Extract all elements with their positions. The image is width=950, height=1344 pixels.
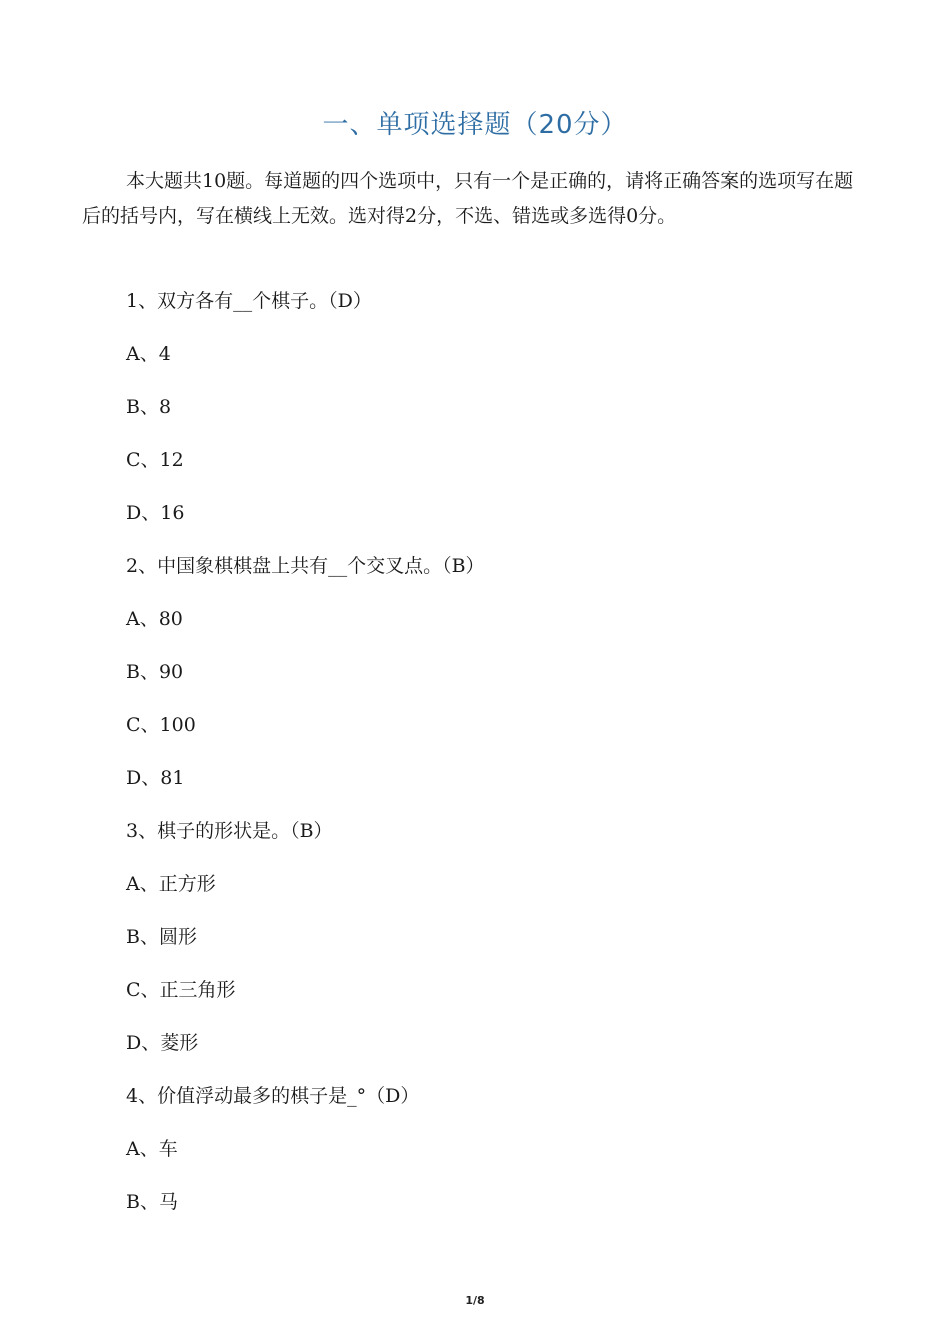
page-number: 1/8: [465, 1294, 485, 1307]
question-2: [126, 549, 866, 814]
option-d: D、81: [126, 767, 185, 789]
option-a: A、80: [126, 608, 183, 630]
question-stem: 1、双方各有__个棋子。（D）: [126, 290, 372, 312]
option-d: D、菱形: [126, 1032, 199, 1054]
question-stem: 3、棋子的形状是。（B）: [126, 820, 333, 842]
option-a: A、车: [126, 1138, 178, 1160]
option-c: C、正三角形: [126, 979, 236, 1001]
section-title: 一、单项选择题（20分）: [322, 110, 628, 140]
question-stem: 4、价值浮动最多的棋子是_°（D）: [126, 1085, 420, 1107]
instructions-paragraph: 本大题共10题。每道题的四个选项中，只有一个是正确的，请将正确答案的选项写在题后的括号内，写在横线上无效。选对得2分，不选、错选或多选得0分。: [82, 170, 854, 227]
option-b: B、90: [126, 661, 184, 683]
option-a: A、正方形: [126, 873, 216, 895]
option-a: A、4: [126, 343, 171, 365]
question-list: [126, 284, 866, 1238]
option-b: B、马: [126, 1191, 178, 1213]
option-c: C、100: [126, 714, 196, 736]
question-stem: 2、中国象棋棋盘上共有__个交叉点。（B）: [126, 555, 485, 577]
option-b: B、圆形: [126, 926, 197, 948]
question-1: [126, 284, 866, 549]
option-c: C、12: [126, 449, 184, 471]
option-d: D、16: [126, 502, 185, 524]
question-4: [126, 1079, 866, 1238]
option-b: B、8: [126, 396, 172, 418]
question-3: [126, 814, 866, 1079]
